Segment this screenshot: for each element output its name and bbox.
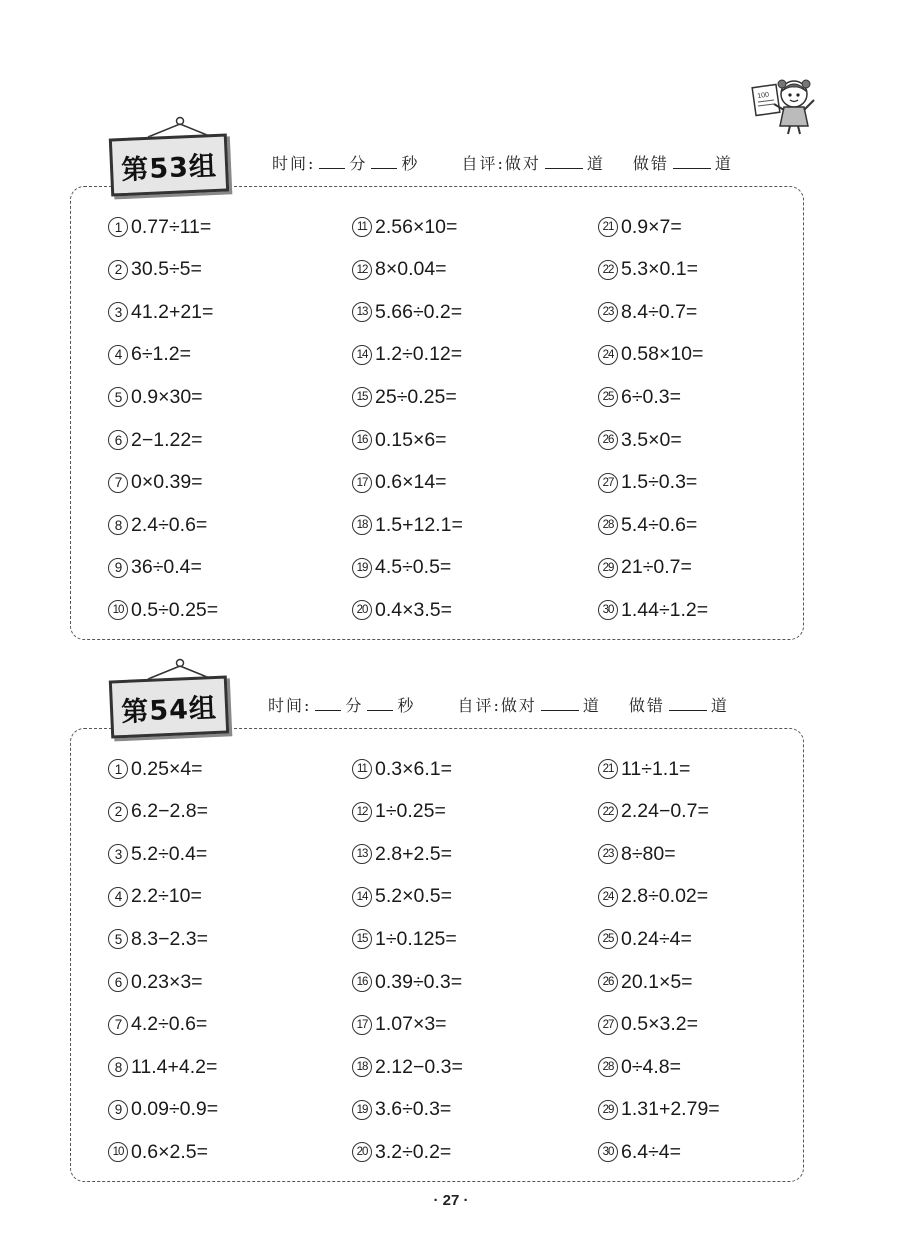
problem-number-badge: 11 bbox=[352, 759, 372, 779]
problem-item bbox=[598, 1097, 720, 1123]
problem-expression: 0.58×10= bbox=[621, 343, 704, 366]
problem-item bbox=[108, 299, 213, 325]
problem-item bbox=[352, 427, 447, 453]
problem-expression: 3.5×0= bbox=[621, 428, 682, 451]
problem-expression: 11.4+4.2= bbox=[131, 1055, 218, 1078]
group-53-header bbox=[272, 151, 733, 174]
problem-number-badge: 16 bbox=[352, 430, 372, 450]
exercise-group-54 bbox=[70, 658, 804, 1188]
problem-number-badge: 15 bbox=[352, 387, 372, 407]
problem-expression: 0.25×4= bbox=[131, 757, 203, 780]
exercise-group-53 bbox=[70, 116, 804, 646]
problem-expression: 6÷1.2= bbox=[131, 343, 192, 366]
problem-expression: 6.4÷4= bbox=[621, 1140, 682, 1163]
problem-item bbox=[108, 884, 202, 910]
problem-number-badge: 21 bbox=[598, 759, 618, 779]
problem-number-badge: 26 bbox=[598, 972, 618, 992]
problem-item bbox=[598, 555, 692, 581]
problem-item bbox=[108, 1054, 217, 1080]
problem-expression: 3.2÷0.2= bbox=[375, 1140, 452, 1163]
problem-expression: 6.2−2.8= bbox=[131, 800, 208, 823]
problem-item bbox=[598, 470, 697, 496]
problem-expression: 0.4×3.5= bbox=[375, 598, 452, 621]
problem-item bbox=[108, 427, 203, 453]
problem-item bbox=[352, 1012, 447, 1038]
problem-number-badge: 29 bbox=[598, 1100, 618, 1120]
problem-item bbox=[598, 841, 676, 867]
wrong-label: 做错 bbox=[628, 696, 665, 715]
problem-number-badge: 12 bbox=[352, 802, 372, 822]
problem-number-badge: 7 bbox=[108, 1015, 128, 1035]
page-number: · 27 · bbox=[433, 1192, 469, 1209]
problem-number-badge: 18 bbox=[352, 515, 372, 535]
problem-item bbox=[598, 1012, 698, 1038]
minutes-blank[interactable] bbox=[315, 696, 341, 711]
problem-number-badge: 14 bbox=[352, 887, 372, 907]
self-eval-label: 自评:做对 bbox=[461, 154, 541, 173]
problem-expression: 8.4÷0.7= bbox=[621, 300, 698, 323]
problem-expression: 0.09÷0.9= bbox=[131, 1098, 219, 1121]
problem-number-badge: 8 bbox=[108, 1057, 128, 1077]
problem-expression: 6÷0.3= bbox=[621, 385, 682, 408]
problem-expression: 0.6×2.5= bbox=[131, 1140, 208, 1163]
problem-item bbox=[108, 1097, 218, 1123]
problem-expression: 8.3−2.3= bbox=[131, 927, 208, 950]
problem-expression: 21÷0.7= bbox=[621, 556, 692, 579]
problem-number-badge: 10 bbox=[108, 600, 128, 620]
problem-item bbox=[108, 799, 208, 825]
minutes-label: 分 bbox=[345, 696, 364, 715]
time-label: 时间: bbox=[268, 696, 312, 715]
wrong-label: 做错 bbox=[632, 154, 669, 173]
problem-expression: 2.24−0.7= bbox=[621, 800, 709, 823]
problem-item bbox=[598, 926, 692, 952]
problem-number-badge: 28 bbox=[598, 1057, 618, 1077]
problem-expression: 5.66÷0.2= bbox=[375, 300, 463, 323]
problem-item bbox=[598, 257, 698, 283]
problem-expression: 2−1.22= bbox=[131, 428, 203, 451]
problem-item bbox=[352, 799, 446, 825]
problem-expression: 1÷0.125= bbox=[375, 927, 457, 950]
problem-item bbox=[108, 1139, 208, 1165]
seconds-blank[interactable] bbox=[367, 696, 393, 711]
problem-expression: 1.5+12.1= bbox=[375, 513, 463, 536]
problem-item bbox=[108, 597, 218, 623]
problem-number-badge: 13 bbox=[352, 302, 372, 322]
time-label: 时间: bbox=[272, 154, 316, 173]
problem-expression: 5.2×0.5= bbox=[375, 885, 452, 908]
problem-number-badge: 10 bbox=[108, 1142, 128, 1162]
problem-number-badge: 6 bbox=[108, 972, 128, 992]
problem-number-badge: 26 bbox=[598, 430, 618, 450]
problem-item bbox=[598, 512, 697, 538]
problem-expression: 4.2÷0.6= bbox=[131, 1013, 208, 1036]
problem-number-badge: 18 bbox=[352, 1057, 372, 1077]
problem-number-badge: 9 bbox=[108, 1100, 128, 1120]
questions-label: 道 bbox=[714, 154, 733, 173]
problem-item bbox=[598, 1054, 681, 1080]
problem-item bbox=[598, 597, 708, 623]
problem-item bbox=[598, 427, 682, 453]
problem-expression: 30.5÷5= bbox=[131, 258, 202, 281]
problem-number-badge: 7 bbox=[108, 473, 128, 493]
problem-number-badge: 13 bbox=[352, 844, 372, 864]
wrong-count-blank[interactable] bbox=[669, 696, 707, 711]
problem-item bbox=[598, 384, 681, 410]
problem-expression: 0÷4.8= bbox=[621, 1055, 682, 1078]
problem-expression: 3.6÷0.3= bbox=[375, 1098, 452, 1121]
problem-expression: 0.5×3.2= bbox=[621, 1013, 698, 1036]
problem-item bbox=[598, 342, 703, 368]
problem-item bbox=[352, 969, 462, 995]
group-54-title-frame bbox=[109, 675, 229, 738]
problem-number-badge: 6 bbox=[108, 430, 128, 450]
problem-expression: 1÷0.25= bbox=[375, 800, 446, 823]
problem-item bbox=[108, 512, 207, 538]
problem-number-badge: 5 bbox=[108, 929, 128, 949]
problem-number-badge: 24 bbox=[598, 887, 618, 907]
questions-label: 道 bbox=[582, 696, 601, 715]
problem-item bbox=[352, 756, 452, 782]
problem-expression: 36÷0.4= bbox=[131, 556, 202, 579]
problem-expression: 0.77÷11= bbox=[131, 215, 212, 238]
problem-number-badge: 20 bbox=[352, 1142, 372, 1162]
problem-number-badge: 8 bbox=[108, 515, 128, 535]
problem-item bbox=[108, 756, 203, 782]
problem-number-badge: 22 bbox=[598, 802, 618, 822]
problem-expression: 1.07×3= bbox=[375, 1013, 447, 1036]
group-54-title: 第54组 bbox=[120, 692, 218, 728]
problem-item bbox=[108, 926, 208, 952]
problem-expression: 0.9×30= bbox=[131, 385, 203, 408]
problem-number-badge: 20 bbox=[352, 600, 372, 620]
problem-item bbox=[598, 969, 693, 995]
problem-number-badge: 16 bbox=[352, 972, 372, 992]
problem-number-badge: 15 bbox=[352, 929, 372, 949]
problem-item bbox=[352, 470, 447, 496]
problem-number-badge: 9 bbox=[108, 558, 128, 578]
problem-number-badge: 30 bbox=[598, 600, 618, 620]
problem-expression: 0×0.39= bbox=[131, 471, 203, 494]
wrong-count-blank[interactable] bbox=[673, 154, 711, 169]
group-54-header bbox=[268, 693, 729, 716]
scorecard-score: 100 bbox=[756, 91, 770, 101]
problem-item bbox=[352, 926, 457, 952]
problem-number-badge: 27 bbox=[598, 1015, 618, 1035]
problem-expression: 2.56×10= bbox=[375, 215, 458, 238]
problem-number-badge: 3 bbox=[108, 302, 128, 322]
problem-expression: 0.39÷0.3= bbox=[375, 970, 463, 993]
problem-expression: 5.2÷0.4= bbox=[131, 842, 208, 865]
problem-number-badge: 19 bbox=[352, 558, 372, 578]
problem-expression: 5.4÷0.6= bbox=[621, 513, 698, 536]
problem-expression: 5.3×0.1= bbox=[621, 258, 698, 281]
problem-number-badge: 21 bbox=[598, 217, 618, 237]
problem-expression: 41.2+21= bbox=[131, 300, 214, 323]
problem-number-badge: 23 bbox=[598, 844, 618, 864]
problem-expression: 4.5÷0.5= bbox=[375, 556, 452, 579]
problem-expression: 0.6×14= bbox=[375, 471, 447, 494]
questions-label: 道 bbox=[710, 696, 729, 715]
problem-item bbox=[352, 342, 462, 368]
problem-item bbox=[598, 799, 709, 825]
problem-number-badge: 25 bbox=[598, 929, 618, 949]
problem-item bbox=[352, 884, 452, 910]
problem-expression: 2.4÷0.6= bbox=[131, 513, 208, 536]
problem-number-badge: 19 bbox=[352, 1100, 372, 1120]
problem-item bbox=[352, 1054, 463, 1080]
problem-item bbox=[352, 841, 452, 867]
problem-expression: 2.8÷0.02= bbox=[621, 885, 709, 908]
problem-expression: 0.5÷0.25= bbox=[131, 598, 219, 621]
seconds-blank[interactable] bbox=[371, 154, 397, 169]
problem-item bbox=[108, 470, 203, 496]
seconds-label: 秒 bbox=[401, 154, 420, 173]
problem-item bbox=[352, 1139, 451, 1165]
problem-item bbox=[108, 257, 202, 283]
problem-expression: 1.2÷0.12= bbox=[375, 343, 463, 366]
problem-number-badge: 2 bbox=[108, 260, 128, 280]
problem-expression: 11÷1.1= bbox=[621, 757, 691, 780]
problem-item bbox=[108, 1012, 207, 1038]
problem-number-badge: 4 bbox=[108, 345, 128, 365]
problem-number-badge: 14 bbox=[352, 345, 372, 365]
problem-number-badge: 25 bbox=[598, 387, 618, 407]
problem-expression: 1.44÷1.2= bbox=[621, 598, 709, 621]
problem-expression: 1.5÷0.3= bbox=[621, 471, 698, 494]
problem-expression: 20.1×5= bbox=[621, 970, 693, 993]
problem-item bbox=[352, 384, 457, 410]
seconds-label: 秒 bbox=[397, 696, 416, 715]
problem-number-badge: 3 bbox=[108, 844, 128, 864]
problem-item bbox=[108, 969, 203, 995]
problem-item bbox=[352, 555, 451, 581]
problem-number-badge: 22 bbox=[598, 260, 618, 280]
problem-number-badge: 30 bbox=[598, 1142, 618, 1162]
correct-count-blank[interactable] bbox=[545, 154, 583, 169]
problem-item bbox=[352, 257, 447, 283]
group-53-title: 第53组 bbox=[120, 150, 218, 186]
group-53-title-frame bbox=[109, 133, 229, 196]
problem-number-badge: 11 bbox=[352, 217, 372, 237]
problem-number-badge: 17 bbox=[352, 1015, 372, 1035]
problem-number-badge: 23 bbox=[598, 302, 618, 322]
problem-item bbox=[598, 884, 708, 910]
problem-item bbox=[352, 299, 462, 325]
problem-expression: 0.24÷4= bbox=[621, 927, 692, 950]
problem-item bbox=[352, 214, 457, 240]
problem-number-badge: 2 bbox=[108, 802, 128, 822]
problem-item bbox=[108, 555, 202, 581]
problem-number-badge: 27 bbox=[598, 473, 618, 493]
problem-expression: 2.12−0.3= bbox=[375, 1055, 463, 1078]
problem-item bbox=[598, 214, 682, 240]
problem-item bbox=[352, 1097, 451, 1123]
problem-number-badge: 17 bbox=[352, 473, 372, 493]
problem-expression: 1.31+2.79= bbox=[621, 1098, 720, 1121]
problem-number-badge: 1 bbox=[108, 217, 128, 237]
problem-item bbox=[108, 384, 203, 410]
problem-expression: 25÷0.25= bbox=[375, 385, 457, 408]
problem-expression: 2.8+2.5= bbox=[375, 842, 452, 865]
problem-expression: 8×0.04= bbox=[375, 258, 447, 281]
minutes-blank[interactable] bbox=[319, 154, 345, 169]
minutes-label: 分 bbox=[349, 154, 368, 173]
self-eval-label: 自评:做对 bbox=[457, 696, 537, 715]
problem-number-badge: 29 bbox=[598, 558, 618, 578]
problem-item bbox=[598, 299, 697, 325]
problem-number-badge: 12 bbox=[352, 260, 372, 280]
correct-count-blank[interactable] bbox=[541, 696, 579, 711]
problem-item bbox=[598, 756, 690, 782]
problem-number-badge: 5 bbox=[108, 387, 128, 407]
problem-item bbox=[352, 597, 452, 623]
problem-number-badge: 4 bbox=[108, 887, 128, 907]
problem-expression: 0.3×6.1= bbox=[375, 757, 452, 780]
problem-expression: 0.23×3= bbox=[131, 970, 203, 993]
problem-item bbox=[108, 342, 191, 368]
problem-expression: 0.15×6= bbox=[375, 428, 447, 451]
problem-expression: 0.9×7= bbox=[621, 215, 682, 238]
problem-number-badge: 28 bbox=[598, 515, 618, 535]
problem-number-badge: 1 bbox=[108, 759, 128, 779]
questions-label: 道 bbox=[586, 154, 605, 173]
problem-item bbox=[108, 214, 211, 240]
problem-item bbox=[108, 841, 207, 867]
problem-expression: 2.2÷10= bbox=[131, 885, 202, 908]
problem-item bbox=[598, 1139, 681, 1165]
problem-number-badge: 24 bbox=[598, 345, 618, 365]
problem-item bbox=[352, 512, 463, 538]
problem-expression: 8÷80= bbox=[621, 842, 676, 865]
